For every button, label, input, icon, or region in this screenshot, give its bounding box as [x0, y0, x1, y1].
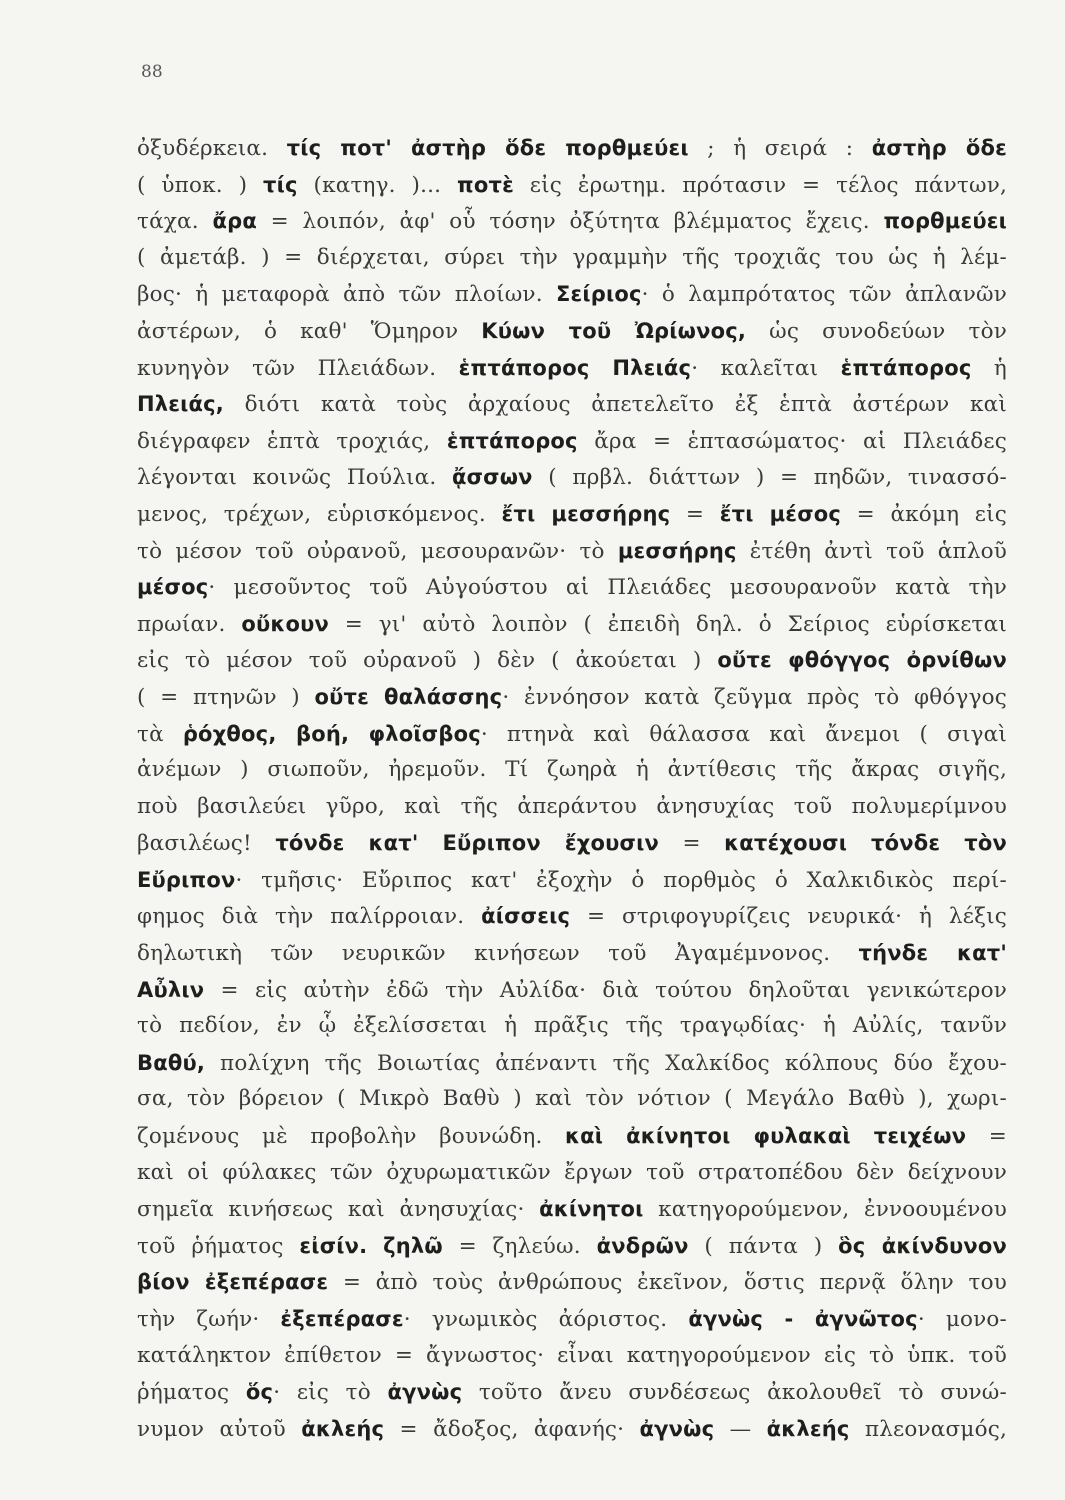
bold-lemma: Εὔριπον: [137, 867, 236, 892]
text-segment: δηλωτικὴ τῶν νευρικῶν κινήσεων τοῦ Ἀγαμέμνονος.: [137, 941, 859, 967]
text-segment: = ἄδοξος, ἀφανής·: [384, 1416, 640, 1442]
text-segment: ζομένους μὲ προβολὴν βουνώδη.: [137, 1124, 566, 1150]
text-segment: τὸ μέσον τοῦ οὐρανοῦ, μεσουρανῶν· τὸ: [137, 538, 618, 564]
text-segment: νυμον αὐτοῦ: [137, 1416, 302, 1442]
bold-lemma: ἀκλεής: [301, 1416, 385, 1441]
text-segment: = ἀπὸ τοὺς ἀνθρώπους ἐκεῖνον, ὅστις περνᾷ ὅλην του: [328, 1270, 1007, 1296]
text-line: [137, 459, 1007, 496]
text-segment: τάχα.: [137, 209, 213, 235]
bold-lemma: ἑπτάπορος: [840, 355, 972, 380]
text-segment: πλεονασμός,: [849, 1416, 1007, 1442]
bold-lemma: καὶ ἀκίνητοι φυλακαὶ τειχέων: [565, 1124, 967, 1149]
bold-lemma: ἀκλεής: [766, 1416, 850, 1441]
text-line: [137, 240, 1007, 277]
text-segment: τὰ: [137, 721, 183, 747]
bold-lemma: Σείριος: [555, 282, 642, 307]
text-line: [137, 752, 1007, 789]
bold-lemma: Αὖλιν: [137, 977, 205, 1002]
text-line: [137, 1191, 1007, 1228]
bold-lemma: ἄρα: [212, 209, 257, 234]
text-segment: = στριφογυρίζεις νευρικά· ἡ λέξις: [570, 904, 1007, 930]
text-line: [137, 496, 1007, 533]
text-line: [137, 130, 1007, 167]
text-line: [137, 679, 1007, 716]
bold-lemma: ἀκίνητοι: [539, 1197, 644, 1222]
text-segment: =: [670, 501, 720, 527]
text-segment: φημος διὰ τὴν παλίρροιαν.: [137, 904, 482, 930]
text-line: [137, 789, 1007, 826]
text-line: [137, 716, 1007, 753]
text-segment: τοῦ ῥήματος: [137, 1233, 300, 1259]
text-segment: ( πρβλ. διάττων ) = πηδῶν, τινασσό-: [532, 465, 1008, 491]
text-line: [137, 1374, 1007, 1411]
bold-lemma: οὔτε φθόγγος ὀρνίθων: [717, 648, 1007, 673]
text-segment: (κατηγ. )...: [297, 172, 458, 198]
bold-lemma: Πλειάς,: [137, 392, 224, 417]
text-segment: πρωίαν.: [137, 611, 242, 637]
text-segment: ἀστέρων, ὁ καθ' Ὅμηρον: [137, 318, 482, 344]
text-line: [137, 313, 1007, 350]
text-segment: ἡ: [971, 355, 1007, 381]
bold-lemma: οὔκουν: [241, 611, 329, 636]
text-line: [137, 1301, 1007, 1338]
text-segment: ( ἀμετάβ. ) = διέρχεται, σύρει τὴν γραμμὴν τῆς τροχιᾶς του ὡς ἡ λέμ-: [137, 244, 1007, 270]
bold-lemma: ἀίσσεις: [481, 904, 571, 929]
text-segment: ( ὑποκ. ): [137, 172, 264, 198]
text-segment: ἐτέθη ἀντὶ τοῦ ἁπλοῦ: [736, 538, 1007, 564]
text-line: [137, 1045, 1007, 1082]
text-line: [137, 386, 1007, 423]
text-segment: λέγονται κοινῶς Πούλια.: [137, 465, 452, 491]
text-segment: τὸ πεδίον, ἐν ᾧ ἐξελίσσεται ἡ πρᾶξις τῆς τραγῳδίας· ἡ Αὐλίς, τανῦν: [137, 1013, 1007, 1039]
bold-lemma: ἀνδρῶν: [596, 1233, 689, 1258]
bold-lemma: Βαθύ,: [137, 1050, 206, 1075]
text-line: [137, 1338, 1007, 1375]
text-segment: · καλεῖται: [691, 355, 841, 381]
text-line: [137, 642, 1007, 679]
bold-lemma: κατέχουσι τόνδε τὸν: [724, 831, 1007, 856]
text-segment: κατηγορούμενον, ἐννοουμένου: [643, 1197, 1007, 1223]
text-segment: · ὁ λαμπρότατος τῶν ἀπλανῶν: [641, 282, 1007, 308]
text-line: [137, 203, 1007, 240]
text-line: [137, 1228, 1007, 1265]
bold-lemma: οὔτε θαλάσσης: [314, 684, 503, 709]
text-line: [137, 935, 1007, 972]
text-line: [137, 606, 1007, 643]
text-segment: τὴν ζωήν·: [137, 1307, 281, 1332]
text-segment: σημεῖα κινήσεως καὶ ἀνησυχίας·: [137, 1197, 540, 1223]
bold-lemma: εἰσίν.: [299, 1233, 368, 1258]
text-segment: βος· ἡ μεταφορὰ ἀπὸ τῶν πλοίων.: [137, 282, 556, 308]
text-segment: ὀξυδέρκεια.: [137, 136, 287, 161]
text-segment: ; ἡ σειρά :: [688, 136, 872, 161]
text-segment: εἰς τὸ μέσον τοῦ οὐρανοῦ ) δὲν ( ἀκούεται ): [137, 648, 718, 674]
text-line: [137, 1264, 1007, 1301]
text-segment: βασιλέως!: [137, 831, 276, 857]
text-line: [137, 423, 1007, 460]
text-segment: διέγραφεν ἑπτὰ τροχιάς,: [137, 428, 447, 454]
text-line: [137, 350, 1007, 387]
text-segment: · γνωμικὸς ἀόριστος.: [403, 1307, 689, 1332]
bold-lemma: ἐξεπέρασε: [280, 1307, 404, 1331]
bold-lemma: ἀγνὼς: [387, 1380, 463, 1405]
text-segment: =: [966, 1124, 1008, 1150]
text-line: [137, 276, 1007, 313]
bold-lemma: τίς: [263, 172, 298, 197]
bold-lemma: ζηλῶ: [383, 1233, 443, 1258]
text-segment: · πτηνὰ καὶ θάλασσα καὶ ἄνεμοι ( σιγαὶ: [480, 721, 1007, 747]
bold-lemma: ποτὲ: [457, 172, 514, 197]
bold-lemma: ᾄσσων: [451, 465, 533, 490]
bold-lemma: Κύων τοῦ Ὠρίωνος,: [481, 318, 747, 343]
page-number: 88: [141, 62, 163, 82]
text-line: [137, 569, 1007, 606]
text-segment: = εἰς αὐτὴν ἐδῶ τὴν Αὐλίδα· διὰ τούτου δηλοῦται γενικώτερον: [204, 977, 1007, 1003]
text-segment: ἄρα = ἑπτασώματος· αἱ Πλειάδες: [577, 428, 1008, 454]
text-segment: μενος, τρέχων, εὑρισκόμενος.: [137, 501, 502, 527]
text-line: [137, 533, 1007, 570]
text-segment: εἰς ἐρωτημ. πρότασιν = τέλος πάντων,: [513, 172, 1007, 198]
text-segment: πολίχνη τῆς Βοιωτίας ἀπέναντι τῆς Χαλκίδος κόλπους δύο ἔχου-: [205, 1050, 1007, 1076]
text-segment: · μονο-: [917, 1307, 1008, 1332]
text-segment: = ἀκόμη εἰς: [841, 501, 1008, 527]
text-line: [137, 862, 1007, 899]
text-line: [137, 167, 1007, 204]
text-line: [137, 1081, 1007, 1118]
bold-lemma: μέσος: [137, 575, 209, 600]
bold-lemma: τόνδε κατ' Εὔριπον ἔχουσιν: [275, 831, 659, 856]
bold-lemma: ἑπτάπορος: [446, 428, 578, 453]
text-segment: τοῦτο ἄνευ συνδέσεως ἀκολουθεῖ τὸ συνώ-: [462, 1380, 1007, 1406]
commentary-text: [137, 130, 1007, 1447]
text-segment: = γι' αὐτὸ λοιπὸν ( ἐπειδὴ δηλ. ὁ Σείριος εὑρίσκεται: [328, 611, 1007, 637]
text-segment: · τμῆσις· Εὔριπος κατ' ἐξοχὴν ὁ πορθμὸς ὁ Χαλκιδικὸς περί-: [235, 867, 1007, 893]
bold-lemma: πορθμεύει: [883, 209, 1007, 234]
bold-lemma: ἀγνὼς: [639, 1416, 715, 1441]
bold-lemma: τήνδε κατ': [858, 941, 1007, 966]
text-segment: ( = πτηνῶν ): [137, 684, 315, 710]
text-line: [137, 1155, 1007, 1192]
text-segment: · ἐννόησον κατὰ ζεῦγμα πρὸς τὸ φθόγγος: [502, 684, 1008, 710]
text-segment: =: [658, 831, 725, 857]
text-segment: διότι κατὰ τοὺς ἀρχαίους ἀπετελεῖτο ἐξ ἑπτὰ ἀστέρων καὶ: [224, 392, 1007, 418]
bold-lemma: βίον ἐξεπέρασε: [137, 1270, 329, 1295]
text-segment: καὶ οἱ φύλακες τῶν ὀχυρωματικῶν ἔργων τοῦ στρατοπέδου δὲν δείχνουν: [137, 1159, 1007, 1185]
bold-lemma: ἑπτάπορος Πλειάς: [458, 355, 692, 380]
text-segment: ῥήματος: [137, 1380, 246, 1406]
bold-lemma: ἔτι μεσσήρης: [501, 501, 671, 526]
bold-lemma: ὃς ἀκίνδυνον: [838, 1233, 1007, 1258]
text-line: [137, 1118, 1007, 1155]
text-line: [137, 1411, 1007, 1448]
text-segment: κατάληκτον ἐπίθετον = ἄγνωστος· εἶναι κατηγορούμενον εἰς τὸ ὑπκ. τοῦ: [137, 1342, 1007, 1368]
text-segment: · μεσοῦντος τοῦ Αὐγούστου αἱ Πλειάδες μεσουρανοῦν κατὰ τὴν: [208, 575, 1007, 601]
bold-lemma: τίς ποτ' ἀστὴρ ὅδε πορθμεύει: [286, 136, 689, 160]
text-segment: ( πάντα ): [688, 1233, 839, 1259]
bold-lemma: ὅς: [245, 1380, 274, 1405]
bold-lemma: ῥόχθος, βοή, φλοῖσβος: [182, 721, 481, 746]
text-segment: · εἰς τὸ: [273, 1380, 388, 1406]
text-segment: ποὺ βασιλεύει γῦρο, καὶ τῆς ἀπεράντου ἀνησυχίας τοῦ πολυμερίμνου: [137, 793, 1007, 819]
text-segment: = ζηλεύω.: [442, 1233, 597, 1259]
bold-lemma: ἀστὴρ ὅδε: [871, 136, 1007, 160]
text-line: [137, 825, 1007, 862]
text-segment: σα, τὸν βόρειον ( Μικρὸ Βαθὺ ) καὶ τὸν νότιον ( Μεγάλο Βαθὺ ), χωρι-: [137, 1086, 1007, 1112]
bold-lemma: ἔτι μέσος: [719, 501, 842, 526]
text-segment: κυνηγὸν τῶν Πλειάδων.: [137, 355, 459, 381]
text-line: [137, 972, 1007, 1009]
text-segment: ὡς συνοδεύων τὸν: [746, 318, 1007, 344]
bold-lemma: μεσσήρης: [617, 538, 737, 563]
text-segment: = λοιπόν, ἀφ' οὗ τόσην ὀξύτητα βλέμματος ἔχεις.: [256, 209, 884, 235]
text-line: [137, 898, 1007, 935]
text-segment: ἀνέμων ) σιωποῦν, ἠρεμοῦν. Τί ζωηρὰ ἡ ἀντίθεσις τῆς ἄκρας σιγῆς,: [137, 757, 1007, 783]
text-line: [137, 1008, 1007, 1045]
text-segment: [367, 1234, 383, 1259]
text-segment: —: [714, 1416, 767, 1442]
bold-lemma: ἀγνὼς - ἀγνῶτος: [688, 1307, 918, 1331]
